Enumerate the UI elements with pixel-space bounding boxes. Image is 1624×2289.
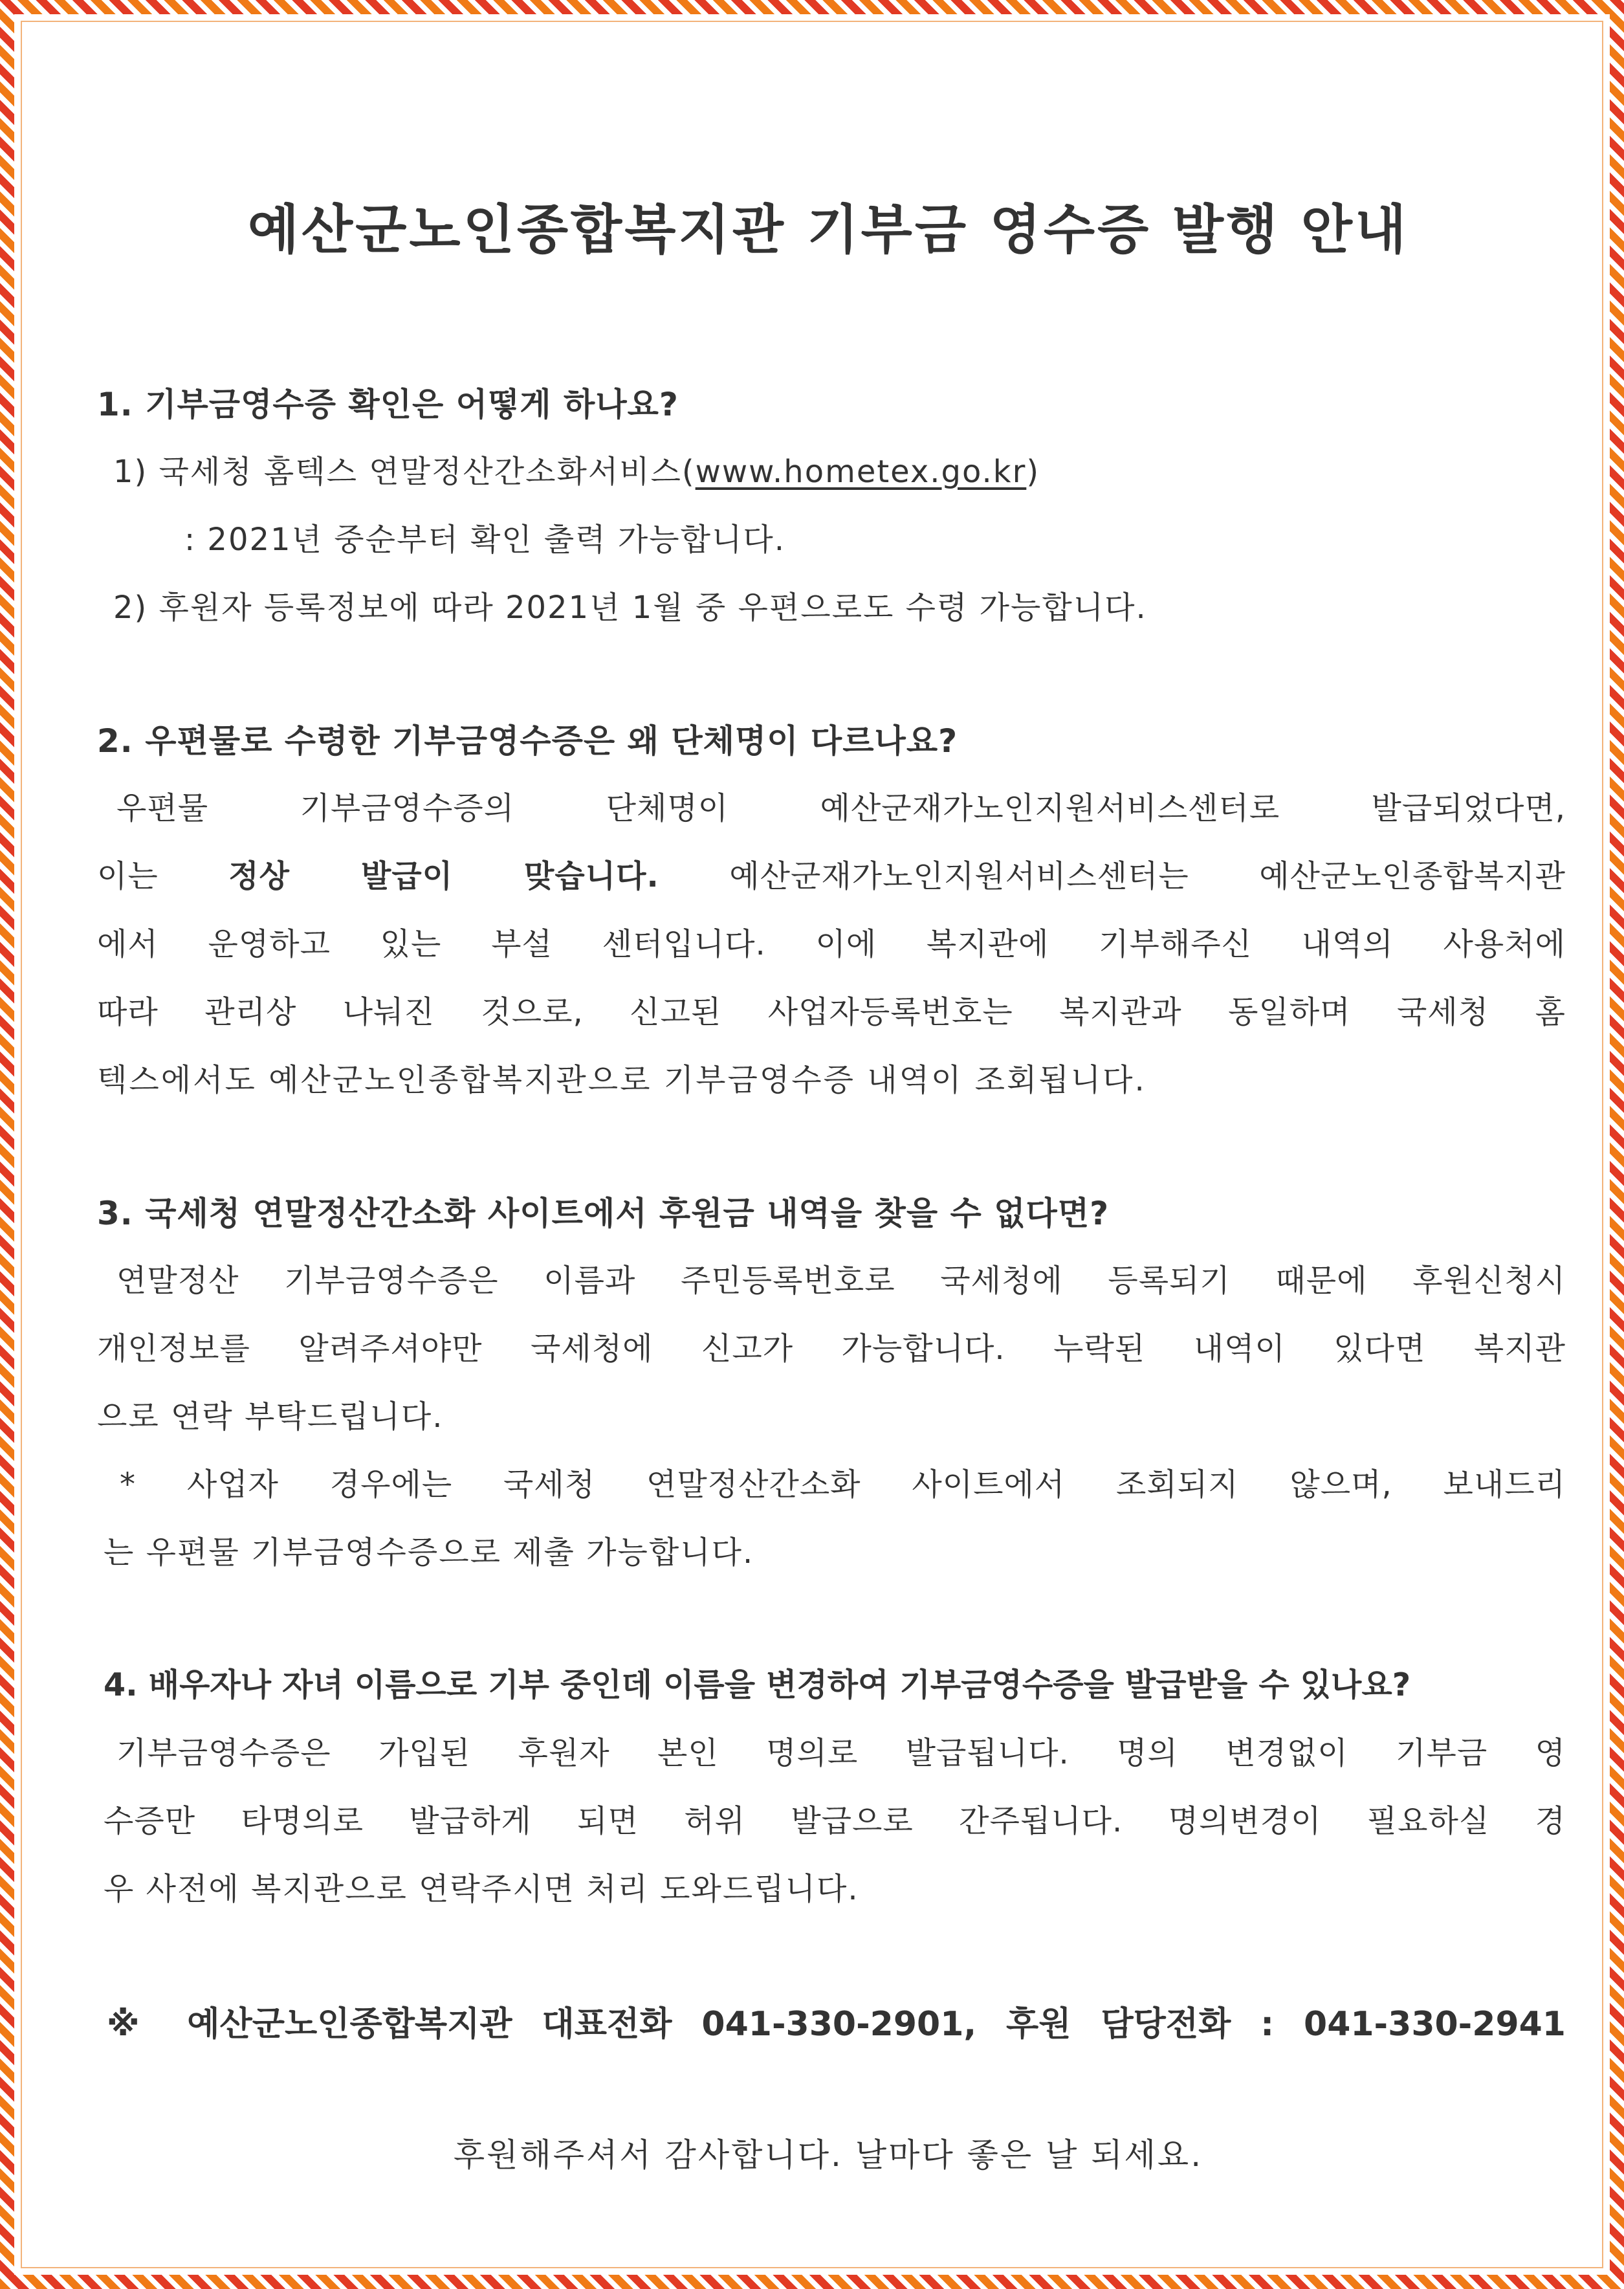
section4-heading: 4. 배우자나 자녀 이름으로 기부 중인데 이름을 변경하여 기부금영수증을 발급받을 수 있나요? — [104, 1666, 1411, 1703]
section2-line2-b: 예산군재가노인지원서비스센터는 예산군노인종합복지관 — [729, 858, 1566, 894]
section1-item1 — [113, 447, 1040, 491]
section2-line2-bold: 정상 발급이 맞습니다. — [228, 858, 659, 894]
section4-line2: 수증만 타명의로 발급하게 되면 허위 발급으로 간주됩니다. 명의변경이 필요하실 경 — [104, 1803, 1566, 1839]
section1-item2: 2) 후원자 등록정보에 따라 2021년 1월 중 우편으로도 수령 가능합니다. — [113, 590, 1147, 626]
section2-line2 — [97, 851, 1566, 896]
document-page — [91, 0, 1566, 2289]
closing-message: 후원해주셔서 감사합니다. 날마다 좋은 날 되세요. — [453, 2136, 1203, 2174]
section2-line5: 텍스에서도 예산군노인종합복지관으로 기부금영수증 내역이 조회됩니다. — [97, 1062, 1147, 1098]
section1-item1-prefix: 1) 국세청 홈텍스 연말정산간소화서비스( — [113, 454, 696, 490]
section1-item1-suffix: ) — [1026, 454, 1040, 490]
section1-item1-note: : 2021년 중순부터 확인 출력 가능합니다. — [184, 522, 786, 558]
section3-line2: 개인정보를 알려주셔야만 국세청에 신고가 가능합니다. 누락된 내역이 있다면 복지관 — [97, 1331, 1566, 1367]
section3-line4: * 사업자 경우에는 국세청 연말정산간소화 사이트에서 조회되지 않으며, 보내드리 — [120, 1466, 1566, 1503]
section2-heading: 2. 우편물로 수령한 기부금영수증은 왜 단체명이 다르나요? — [97, 722, 958, 760]
hometax-link[interactable]: www.hometex.go.kr — [695, 454, 1027, 490]
page-title: 예산군노인종합복지관 기부금 영수증 발행 안내 — [247, 199, 1409, 261]
section3-line3: 으로 연락 부탁드립니다. — [97, 1399, 444, 1435]
contact-info: ※ 예산군노인종합복지관 대표전화 041-330-2901, 후원 담당전화 : 041-330-2941 — [107, 2005, 1566, 2044]
section2-line1: 우편물 기부금영수증의 단체명이 예산군재가노인지원서비스센터로 발급되었다면, — [116, 790, 1566, 826]
section2-line3: 에서 운영하고 있는 부설 센터입니다. 이에 복지관에 기부해주신 내역의 사용처에 — [97, 926, 1566, 962]
section2-line2-a: 이는 — [97, 858, 159, 894]
section3-line1: 연말정산 기부금영수증은 이름과 주민등록번호로 국세청에 등록되기 때문에 후원신청시 — [116, 1263, 1566, 1299]
section3-line5: 는 우편물 기부금영수증으로 제출 가능합니다. — [104, 1534, 754, 1571]
section1-heading: 1. 기부금영수증 확인은 어떻게 하나요? — [97, 386, 679, 423]
section2-line4: 따라 관리상 나눠진 것으로, 신고된 사업자등록번호는 복지관과 동일하며 국세청 홈 — [97, 994, 1566, 1030]
section4-line1: 기부금영수증은 가입된 후원자 본인 명의로 발급됩니다. 명의 변경없이 기부금 영 — [116, 1735, 1566, 1771]
section3-heading: 3. 국세청 연말정산간소화 사이트에서 후원금 내역을 찾을 수 없다면? — [97, 1195, 1110, 1232]
section4-line3: 우 사전에 복지관으로 연락주시면 처리 도와드립니다. — [104, 1871, 859, 1907]
